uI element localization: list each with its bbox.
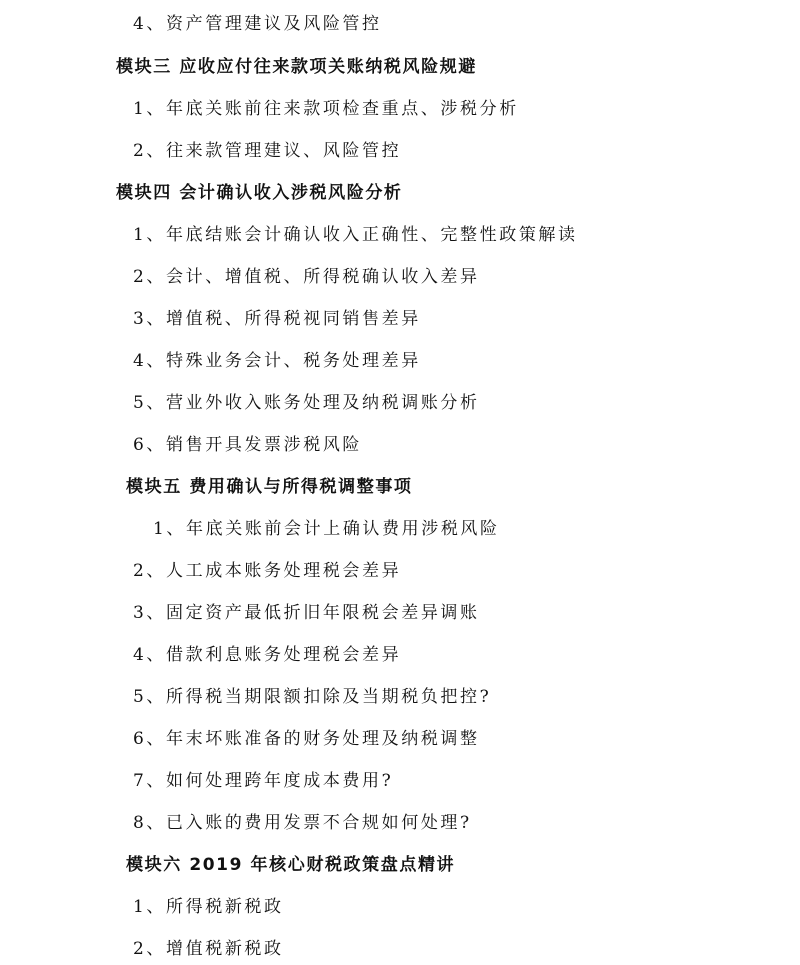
list-item: 7、如何处理跨年度成本费用? xyxy=(133,771,394,791)
list-item: 4、借款利息账务处理税会差异 xyxy=(133,645,402,665)
list-item: 5、所得税当期限额扣除及当期税负把控? xyxy=(133,687,492,707)
section-heading: 模块三 应收应付往来款项关账纳税风险规避 xyxy=(116,57,477,77)
list-item: 3、固定资产最低折旧年限税会差异调账 xyxy=(133,603,480,623)
list-item: 1、年底关账前往来款项检查重点、涉税分析 xyxy=(133,99,519,119)
list-item: 2、往来款管理建议、风险管控 xyxy=(133,141,402,161)
list-item: 8、已入账的费用发票不合规如何处理? xyxy=(133,813,472,833)
list-item: 3、增值税、所得税视同销售差异 xyxy=(133,309,421,329)
section-heading: 模块五 费用确认与所得税调整事项 xyxy=(126,477,413,497)
list-item: 5、营业外收入账务处理及纳税调账分析 xyxy=(133,393,480,413)
list-item: 4、特殊业务会计、税务处理差异 xyxy=(133,351,421,371)
section-heading: 模块六 2019 年核心财税政策盘点精讲 xyxy=(126,855,456,875)
list-item: 6、销售开具发票涉税风险 xyxy=(133,435,363,455)
section-heading: 模块四 会计确认收入涉税风险分析 xyxy=(116,183,403,203)
list-item: 1、年底结账会计确认收入正确性、完整性政策解读 xyxy=(133,225,578,245)
list-item: 2、人工成本账务处理税会差异 xyxy=(133,561,402,581)
list-item: 6、年末坏账准备的财务处理及纳税调整 xyxy=(133,729,480,749)
list-item: 1、所得税新税政 xyxy=(133,897,284,917)
list-item: 4、资产管理建议及风险管控 xyxy=(133,14,382,34)
list-item: 2、会计、增值税、所得税确认收入差异 xyxy=(133,267,480,287)
list-item: 1、年底关账前会计上确认费用涉税风险 xyxy=(153,519,500,539)
list-item: 2、增值税新税政 xyxy=(133,939,284,959)
